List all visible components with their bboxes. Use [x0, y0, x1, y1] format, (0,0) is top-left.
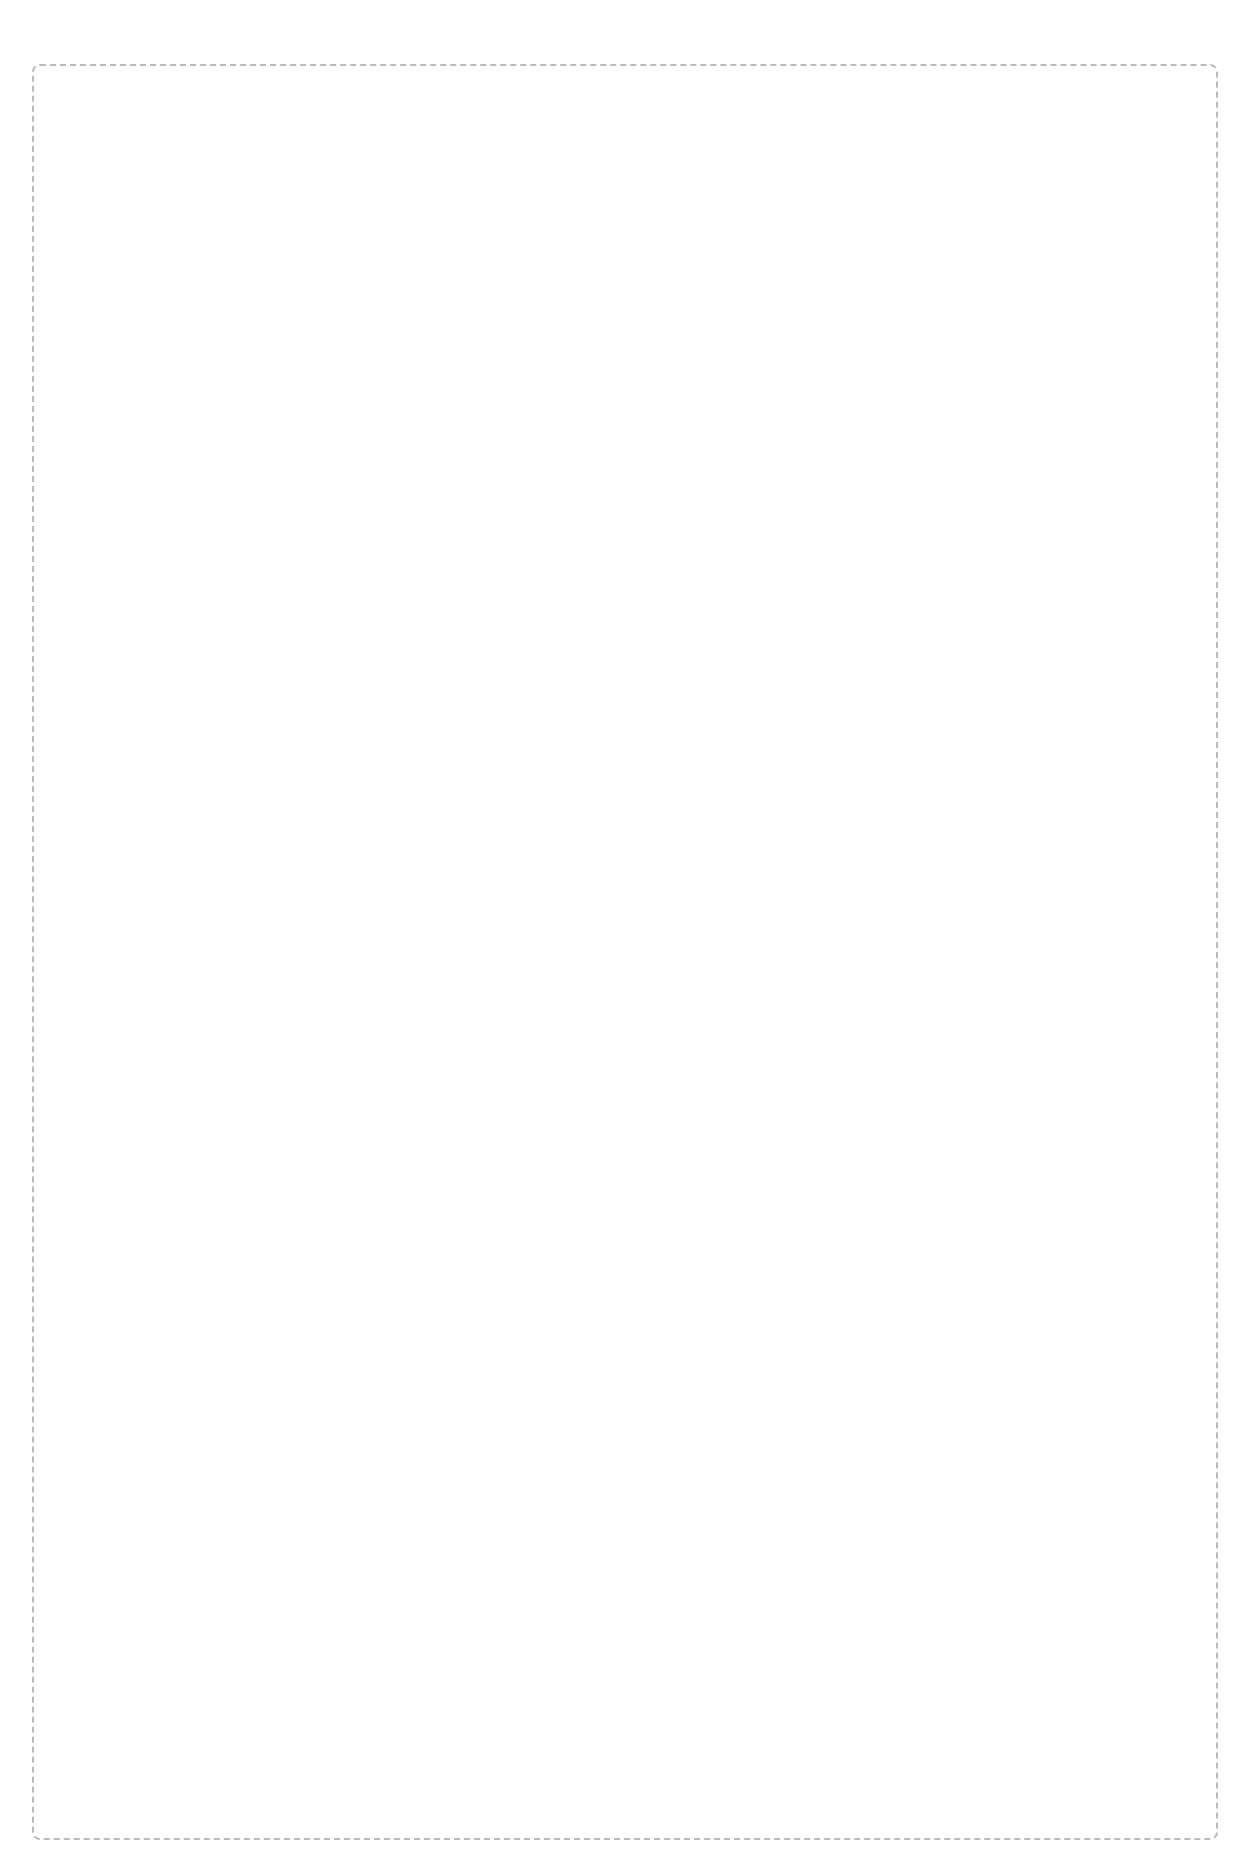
content-placeholder: [32, 64, 1218, 1840]
